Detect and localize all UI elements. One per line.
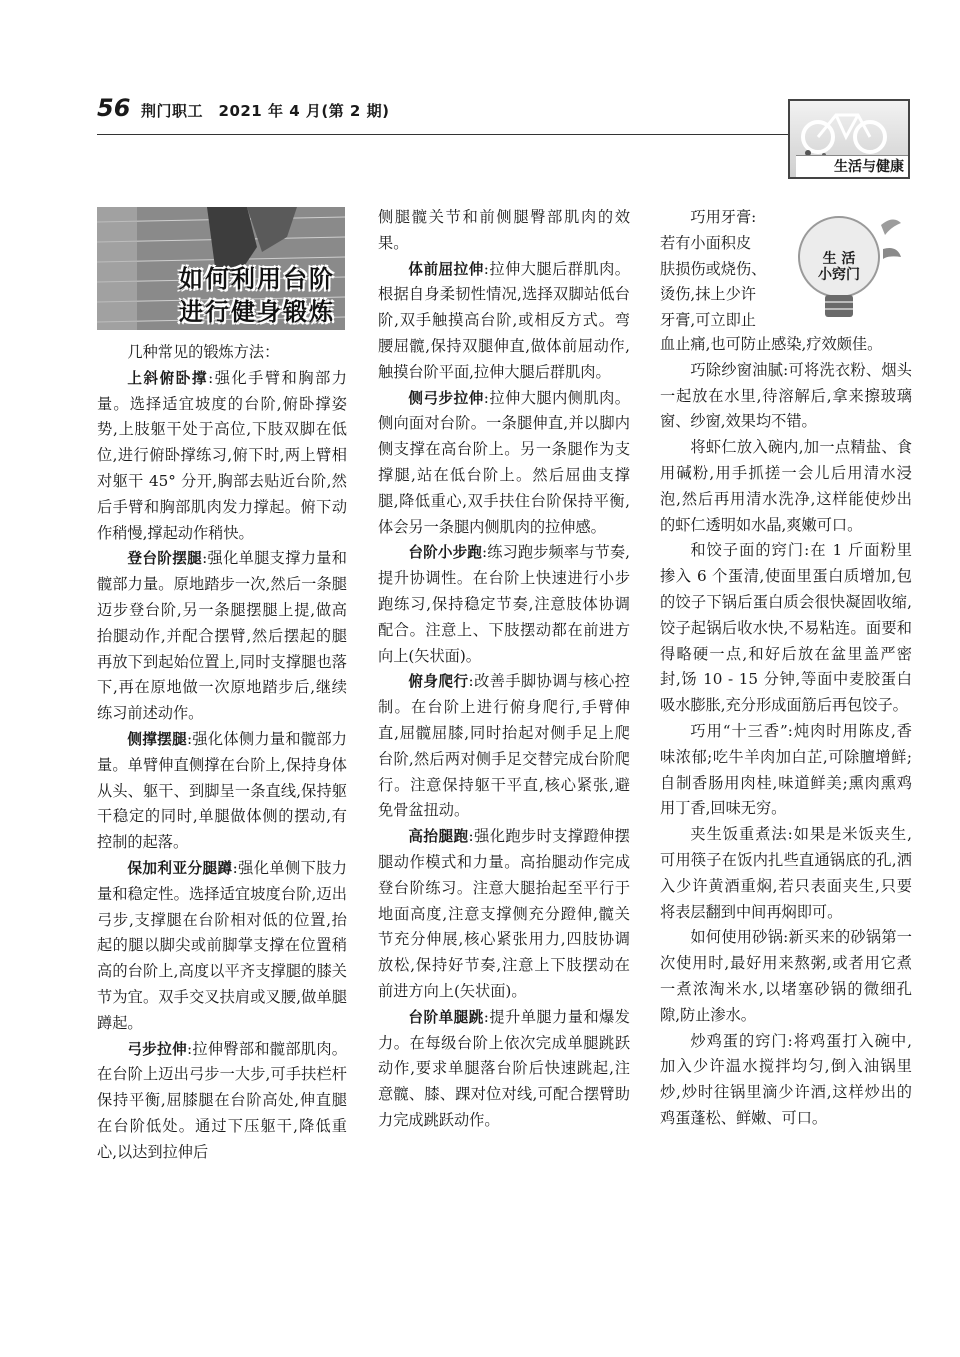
page-number: 56 bbox=[97, 94, 131, 122]
exercise-paragraph: 侧弓步拉伸:拉伸大腿内侧肌肉。侧向面对台阶。一条腿伸直,并以脚内侧支撑在高台阶上。另一条腿作为支撑腿,站在低台阶上。然后屈曲支撑腿,降低重心,双手扶住台阶保持平衡,体会另一条腿内侧肌肉的拉伸感。 bbox=[378, 388, 630, 536]
article-column-3 bbox=[660, 332, 912, 1132]
article-column-1 bbox=[97, 340, 347, 1166]
tip-paragraph: 炒鸡蛋的窍门:将鸡蛋打入碗中,加入少许温水搅拌均匀,倒入油锅里炒,炒时往锅里滴少许酒,这样炒出的鸡蛋蓬松、鲜嫩、可口。 bbox=[660, 1031, 912, 1127]
bicycle-icon bbox=[790, 101, 908, 159]
header-divider bbox=[97, 134, 790, 135]
tip-paragraph: 和饺子面的窍门:在 1 斤面粉里掺入 6 个蛋清,使面里蛋白质增加,包的饺子下锅后蛋白质会很快凝固收缩,饺子起锅后收水快,不易粘连。面要和得略硬一点,和好后放在盆里盖严密封,饧 10 - 15 分钟,等面中麦胶蛋白吸水膨胀,充分形成面筋后再包饺子。 bbox=[660, 541, 912, 715]
tip-paragraph-continued: 血止痛,也可防止感染,疗效颇佳。 bbox=[660, 335, 883, 353]
tip-paragraph: 巧除纱窗油腻:可将洗衣粉、烟头一起放在水里,待溶解后,拿来擦玻璃窗、纱窗,效果均不错。 bbox=[660, 360, 912, 431]
tip-paragraph: 巧用“十三香”:炖肉时用陈皮,香味浓郁;吃牛羊肉加白芷,可除膻增鲜;自制香肠用肉桂,味道鲜美;熏肉熏鸡用丁香,回味无穷。 bbox=[660, 721, 912, 818]
article-title-image bbox=[97, 207, 345, 330]
tip-toothpaste-start: 巧用牙膏: 若有小面积皮 肤损伤或烧伤、 烫伤,抹上少许 牙膏,可立即止 bbox=[660, 208, 767, 330]
tips-label: 生 活 小窍门 bbox=[818, 251, 860, 283]
exercise-paragraph: 登台阶摆腿:强化单腿支撑力量和髋部力量。原地踏步一次,然后一条腿迈步登台阶,另一条腿摆腿上提,做高抬腿动作,并配合摆臂,然后摆起的腿再放下到起始位置上,同时支撑腿也落下,再在原地做一次原地踏步后,继续练习前述动作。 bbox=[97, 549, 347, 723]
exercise-paragraph: 台阶单腿跳:提升单腿力量和爆发力。在每级台阶上依次完成单腿跳跃动作,要求单腿落台阶后快速跳起,注意髋、膝、踝对位对线,可配合摆臂助力完成跳跃动作。 bbox=[378, 1007, 630, 1129]
section-logo bbox=[788, 99, 910, 179]
section-label: 生活与健康 bbox=[796, 155, 908, 177]
article-title-line1: 如何利用台阶 bbox=[179, 265, 335, 293]
tip-paragraph: 如何使用砂锅:新买来的砂锅第一次使用时,最好用来熬粥,或者用它煮一煮浓淘米水,以堵塞砂锅的微细孔隙,防止渗水。 bbox=[660, 928, 912, 1024]
exercise-paragraph: 体前屈拉伸:拉伸大腿后群肌肉。根据自身柔韧性情况,选择双脚站低台阶,双手触摸高台阶,或相反方式。弯腰屈髋,保持双腿伸直,做体前屈动作,触摸台阶平面,拉伸大腿后群肌肉。 bbox=[378, 259, 630, 381]
exercise-paragraph: 俯身爬行:改善手脚协调与核心控制。在台阶上进行俯身爬行,手臂伸直,屈髋屈膝,同时抬起对侧手足上爬台阶,然后两对侧手足交替完成台阶爬行。注意保持躯干平直,核心紧张,避免骨盆扭动。 bbox=[378, 672, 630, 820]
page-header bbox=[97, 94, 867, 130]
exercise-paragraph: 高抬腿跑:强化跑步时支撑蹬伸摆腿动作模式和力量。高抬腿动作完成登台阶练习。注意大腿抬起至平行于地面高度,注意支撑侧充分蹬伸,髋关节充分伸展,核心紧张用力,四肢协调放松,保持好节奏,注意上下肢摆动在前进方向上(矢状面)。 bbox=[378, 827, 630, 1000]
exercise-paragraph: 台阶小步跑:练习跑步频率与节奏,提升协调性。在台阶上快速进行小步跑练习,保持稳定节奏,注意肢体协调配合。注意上、下肢摆动都在前进方向上(矢状面)。 bbox=[378, 543, 630, 665]
article-intro: 几种常见的锻炼方法： bbox=[127, 343, 280, 361]
exercise-paragraph: 上斜俯卧撑:强化手臂和胸部力量。选择适宜坡度的台阶,俯卧撑姿势,上肢躯干处于高位,下肢双脚在低位,进行俯卧撑练习,俯下时,两上臂相对躯干 45° 分开,胸部去贴近台阶,然后手臂和胸部肌肉发力撑起。俯下动作稍慢,撑起动作稍快。 bbox=[97, 368, 347, 542]
exercise-paragraph: 弓步拉伸:拉伸臀部和髋部肌肉。在台阶上迈出弓步一大步,可手扶栏杆保持平衡,屈膝腿在台阶高处,伸直腿在台阶低处。通过下压躯干,降低重心,以达到拉伸后 bbox=[97, 1039, 347, 1161]
exercise-paragraph: 侧撑摆腿:强化体侧力量和髋部力量。单臂伸直侧撑在台阶上,保持身体从头、躯干、到脚呈一条直线,保持躯干稳定的同时,单腿做体侧的摆动,有控制的起落。 bbox=[97, 729, 347, 852]
tip-paragraph: 将虾仁放入碗内,加一点精盐、食用碱粉,用手抓搓一会儿后用清水浸泡,然后再用清水洗净,这样能使炒出的虾仁透明如水晶,爽嫩可口。 bbox=[660, 438, 912, 534]
article-title-line2: 进行健身锻炼 bbox=[179, 298, 335, 326]
exercise-paragraph-continued: 侧腿髋关节和前侧腿臀部肌肉的效果。 bbox=[378, 208, 630, 252]
article-column-2 bbox=[378, 205, 630, 1134]
exercise-paragraph: 保加利亚分腿蹲:强化单侧下肢力量和稳定性。选择适宜坡度台阶,迈出弓步,支撑腿在台阶相对低的位置,抬起的腿以脚尖或前脚掌支撑在位置稍高的台阶上,高度以平齐支撑腿的膝关节为宜。双手交叉扶肩或叉腰,做单腿蹲起。 bbox=[97, 858, 347, 1032]
tip-paragraph: 夹生饭重煮法:如果是米饭夹生,可用筷子在饭内扎些直通锅底的孔,洒入少许黄酒重焖,若只表面夹生,只要将表层翻到中间再焖即可。 bbox=[660, 825, 912, 921]
journal-issue: 荆门职工 2021 年 4 月(第 2 期) bbox=[141, 102, 390, 120]
tips-lightbulb-graphic bbox=[793, 205, 905, 333]
